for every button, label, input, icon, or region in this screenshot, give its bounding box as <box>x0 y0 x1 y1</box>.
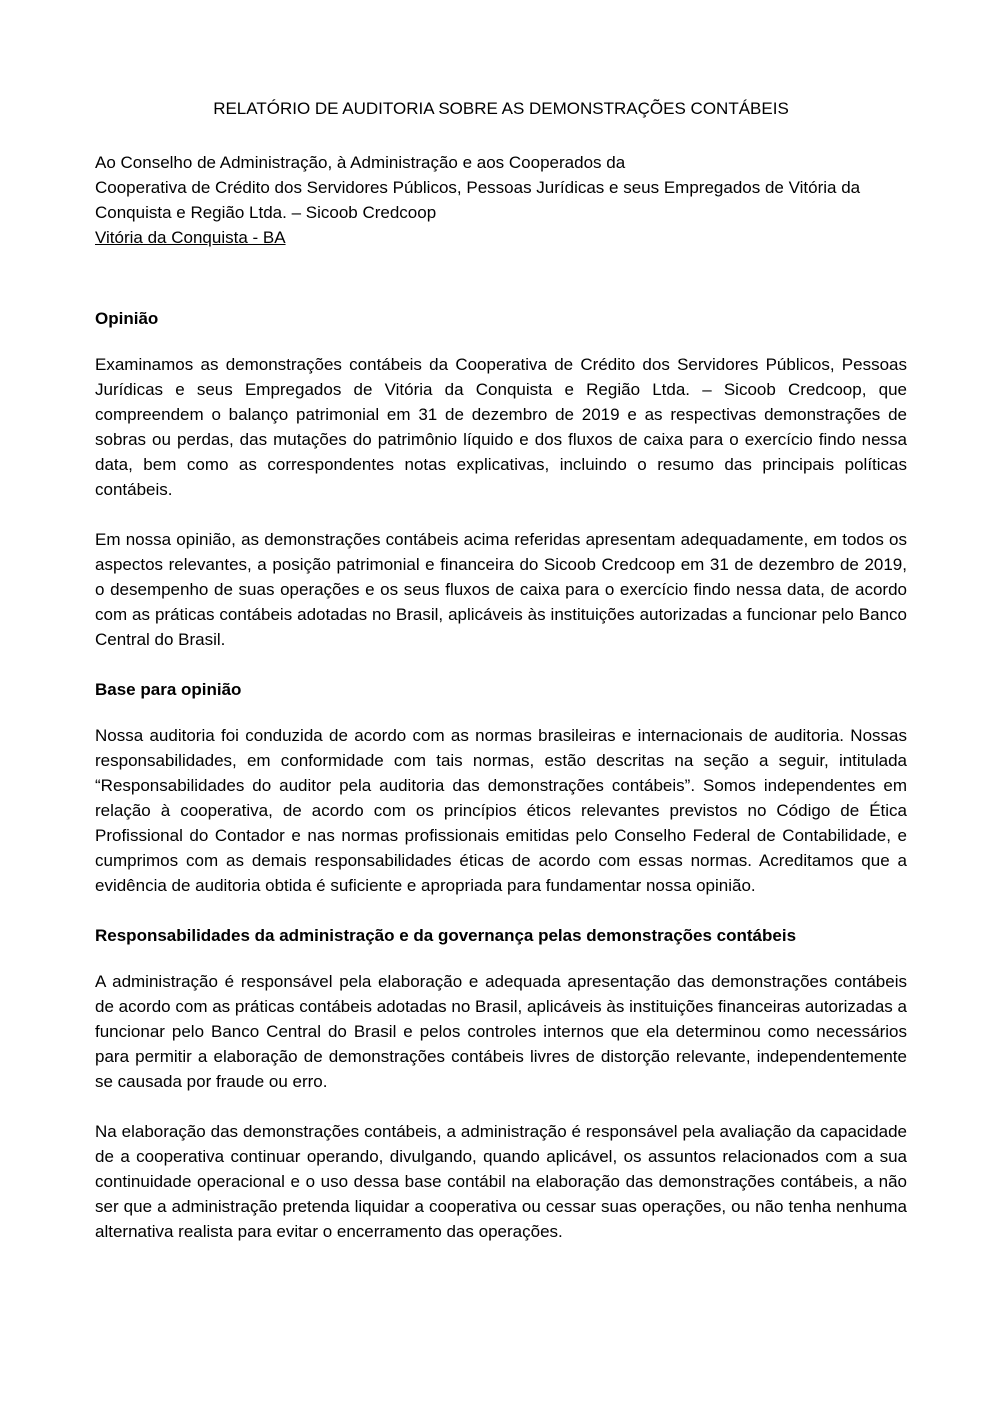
section-heading: Responsabilidades da administração e da governança pelas demonstrações contábeis <box>95 926 797 945</box>
addressee-block <box>95 150 907 250</box>
document-title: RELATÓRIO DE AUDITORIA SOBRE AS DEMONSTRAÇÕES CONTÁBEIS <box>213 99 789 118</box>
paragraph: Na elaboração das demonstrações contábeis, a administração é responsável pela avaliação da capacidade de a cooperativa continuar operando, divulgando, quando aplicável, os assuntos relacionados com a sua continuidade operacional e o uso dessa base contábil na elaboração das demonstrações contábeis, a não ser que a administração pretenda liquidar a cooperativa ou cessar suas operações, ou não tenha nenhuma alternativa realista para evitar o encerramento das operações. <box>95 1122 907 1241</box>
section-heading: Opinião <box>95 309 159 328</box>
section-heading: Base para opinião <box>95 680 242 699</box>
paragraph: Examinamos as demonstrações contábeis da Cooperativa de Crédito dos Servidores Públicos, Pessoas Jurídicas e seus Empregados de Vitória da Conquista e Região Ltda. – Sicoob Credcoop, que compreendem o balanço patrimonial em 31 de dezembro de 2019 e as respectivas demonstrações de sobras ou perdas, das mutações do patrimônio líquido e dos fluxos de caixa para o exercício findo nessa data, bem como as correspondentes notas explicativas, incluindo o resumo das principais políticas contábeis. <box>95 355 907 499</box>
addressee-location: Vitória da Conquista - BA <box>95 228 286 247</box>
paragraph: Nossa auditoria foi conduzida de acordo com as normas brasileiras e internacionais de auditoria. Nossas responsabilidades, em conformidade com tais normas, estão descritas na seção a seguir, intitulada “Responsabilidades do auditor pela auditoria das demonstrações contábeis”. Somos independentes em relação à cooperativa, de acordo com os princípios éticos relevantes previstos no Código de Ética Profissional do Contador e nas normas profissionais emitidas pelo Conselho Federal de Contabilidade, e cumprimos com as demais responsabilidades éticas de acordo com essas normas. Acreditamos que a evidência de auditoria obtida é suficiente e apropriada para fundamentar nossa opinião. <box>95 726 907 895</box>
section-opiniao <box>95 306 907 652</box>
section-base-para-opiniao <box>95 677 907 898</box>
section-responsabilidades-administracao <box>95 923 907 1244</box>
paragraph: Em nossa opinião, as demonstrações contábeis acima referidas apresentam adequadamente, em todos os aspectos relevantes, a posição patrimonial e financeira do Sicoob Credcoop em 31 de dezembro de 2019, o desempenho de suas operações e os seus fluxos de caixa para o exercício findo nessa data, de acordo com as práticas contábeis adotadas no Brasil, aplicáveis às instituições autorizadas a funcionar pelo Banco Central do Brasil. <box>95 530 907 649</box>
addressee-line: Cooperativa de Crédito dos Servidores Públicos, Pessoas Jurídicas e seus Empregados de Vitória da Conquista e Região Ltda. – Sicoob Credcoop <box>95 178 861 222</box>
paragraph: A administração é responsável pela elaboração e adequada apresentação das demonstrações contábeis de acordo com as práticas contábeis adotadas no Brasil, aplicáveis às instituições financeiras autorizadas a funcionar pelo Banco Central do Brasil e pelos controles internos que ela determinou como necessários para permitir a elaboração de demonstrações contábeis livres de distorção relevante, independentemente se causada por fraude ou erro. <box>95 972 907 1091</box>
addressee-line: Ao Conselho de Administração, à Administração e aos Cooperados da <box>95 153 626 172</box>
